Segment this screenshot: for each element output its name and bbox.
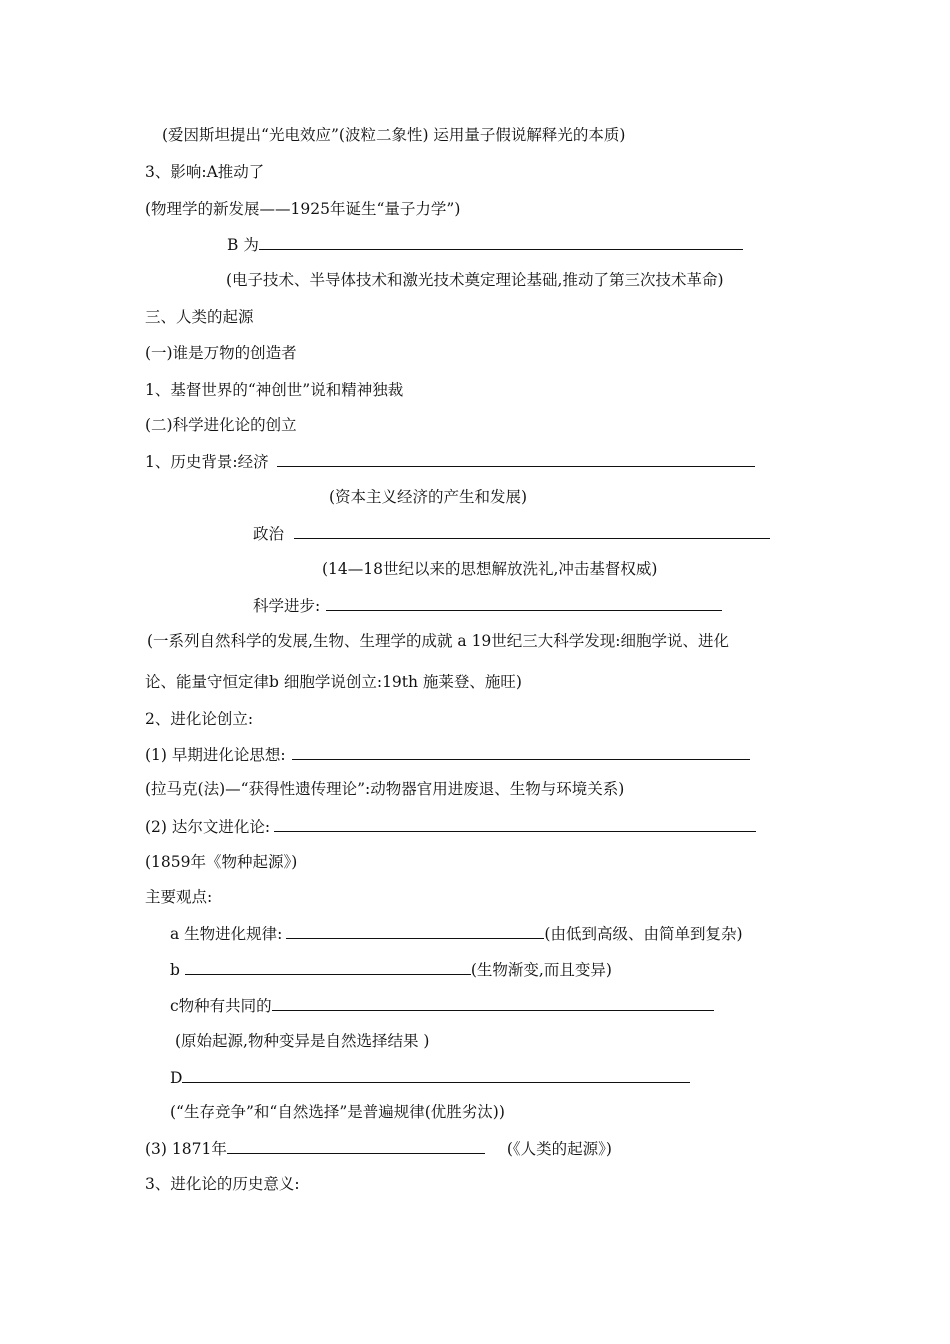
line-text: (3) 1871年 xyxy=(145,1140,227,1158)
text-line xyxy=(253,522,770,544)
text-line xyxy=(329,486,527,508)
line-text: 3、进化论的历史意义: xyxy=(145,1175,300,1193)
text-line xyxy=(145,450,755,472)
line-text: 科学进步: xyxy=(253,597,321,615)
fill-in-blank[interactable] xyxy=(292,743,750,760)
line-text: (2) 达尔文进化论: xyxy=(145,818,271,836)
fill-in-blank[interactable] xyxy=(277,450,755,467)
text-line xyxy=(322,558,657,580)
line-text: 1、历史背景:经济 xyxy=(145,453,269,471)
line-text: (爱因斯坦提出“光电效应”(波粒二象性) 运用量子假说解释光的本质) xyxy=(162,126,626,144)
line-text: (资本主义经济的产生和发展) xyxy=(329,488,528,506)
fill-in-blank[interactable] xyxy=(274,815,756,832)
text-line xyxy=(170,994,714,1016)
line-text: 3、影响:A推动了 xyxy=(145,163,265,181)
line-text: c物种有共同的 xyxy=(170,997,272,1015)
line-text: B 为 xyxy=(227,236,259,254)
line-text: 2、进化论创立: xyxy=(145,710,254,728)
line-text: (二)科学进化论的创立 xyxy=(145,416,297,434)
line-text: (一)谁是万物的创造者 xyxy=(145,344,297,362)
text-line xyxy=(145,778,624,800)
fill-in-blank[interactable] xyxy=(286,922,544,939)
line-text: 1、基督世界的“神创世”说和精神独裁 xyxy=(145,381,404,399)
line-text: 论、能量守恒定律b 细胞学说创立:19th 施莱登、施旺) xyxy=(145,673,522,691)
text-line xyxy=(145,161,264,183)
text-line xyxy=(145,815,756,837)
fill-in-blank[interactable] xyxy=(272,994,714,1011)
line-text: a 生物进化规律: xyxy=(170,925,283,943)
line-text: (1) 早期进化论思想: xyxy=(145,746,286,764)
text-line xyxy=(170,958,612,980)
text-line xyxy=(170,1066,690,1088)
line-text: (一系列自然科学的发展,生物、生理学的成就 a 19世纪三大科学发现:细胞学说、进化 xyxy=(147,632,730,650)
line-text: D xyxy=(170,1069,183,1087)
line-text: (原始起源,物种变异是自然选择结果 ) xyxy=(175,1032,430,1050)
line-text: (1859年《物种起源》) xyxy=(145,853,298,871)
text-line xyxy=(145,1137,612,1159)
text-line xyxy=(145,886,212,908)
text-line xyxy=(145,743,750,765)
line-text: b xyxy=(170,961,185,979)
text-line xyxy=(226,269,724,291)
line-text: (《人类的起源》) xyxy=(506,1140,612,1158)
line-text: 三、人类的起源 xyxy=(145,308,254,326)
text-line xyxy=(145,379,403,401)
text-line xyxy=(145,708,253,730)
line-text: (物理学的新发展——1925年诞生“量子力学”) xyxy=(145,200,461,218)
line-text: (电子技术、半导体技术和激光技术奠定理论基础,推动了第三次技术革命) xyxy=(226,271,724,289)
text-line xyxy=(175,1030,429,1052)
fill-in-blank[interactable] xyxy=(294,522,770,539)
line-text: 主要观点: xyxy=(145,888,213,906)
fill-in-blank[interactable] xyxy=(259,233,743,250)
text-line xyxy=(227,233,743,255)
subsection-heading xyxy=(145,414,297,436)
text-line xyxy=(170,1101,505,1123)
text-line xyxy=(162,124,625,146)
line-text: 政治 xyxy=(253,525,285,543)
subsection-heading xyxy=(145,342,297,364)
section-heading xyxy=(145,306,254,328)
fill-in-blank[interactable] xyxy=(326,594,722,611)
line-text: (14—18世纪以来的思想解放洗礼,冲击基督权威) xyxy=(322,560,658,578)
text-line xyxy=(145,671,522,693)
text-line xyxy=(145,198,460,220)
line-text: (生物渐变,而且变异) xyxy=(470,961,612,979)
text-line xyxy=(147,630,729,652)
text-line xyxy=(145,851,297,873)
line-text: (拉马克(法)—“获得性遗传理论”:动物器官用进废退、生物与环境关系) xyxy=(145,780,625,798)
text-line xyxy=(253,594,722,616)
text-line xyxy=(170,922,743,944)
line-text: (由低到高级、由简单到复杂) xyxy=(544,925,743,943)
text-line xyxy=(145,1173,300,1195)
fill-in-blank[interactable] xyxy=(185,958,471,975)
fill-in-blank[interactable] xyxy=(227,1137,485,1154)
fill-in-blank[interactable] xyxy=(182,1066,690,1083)
line-text: (“生存竞争”和“自然选择”是普遍规律(优胜劣汰)) xyxy=(170,1103,505,1121)
